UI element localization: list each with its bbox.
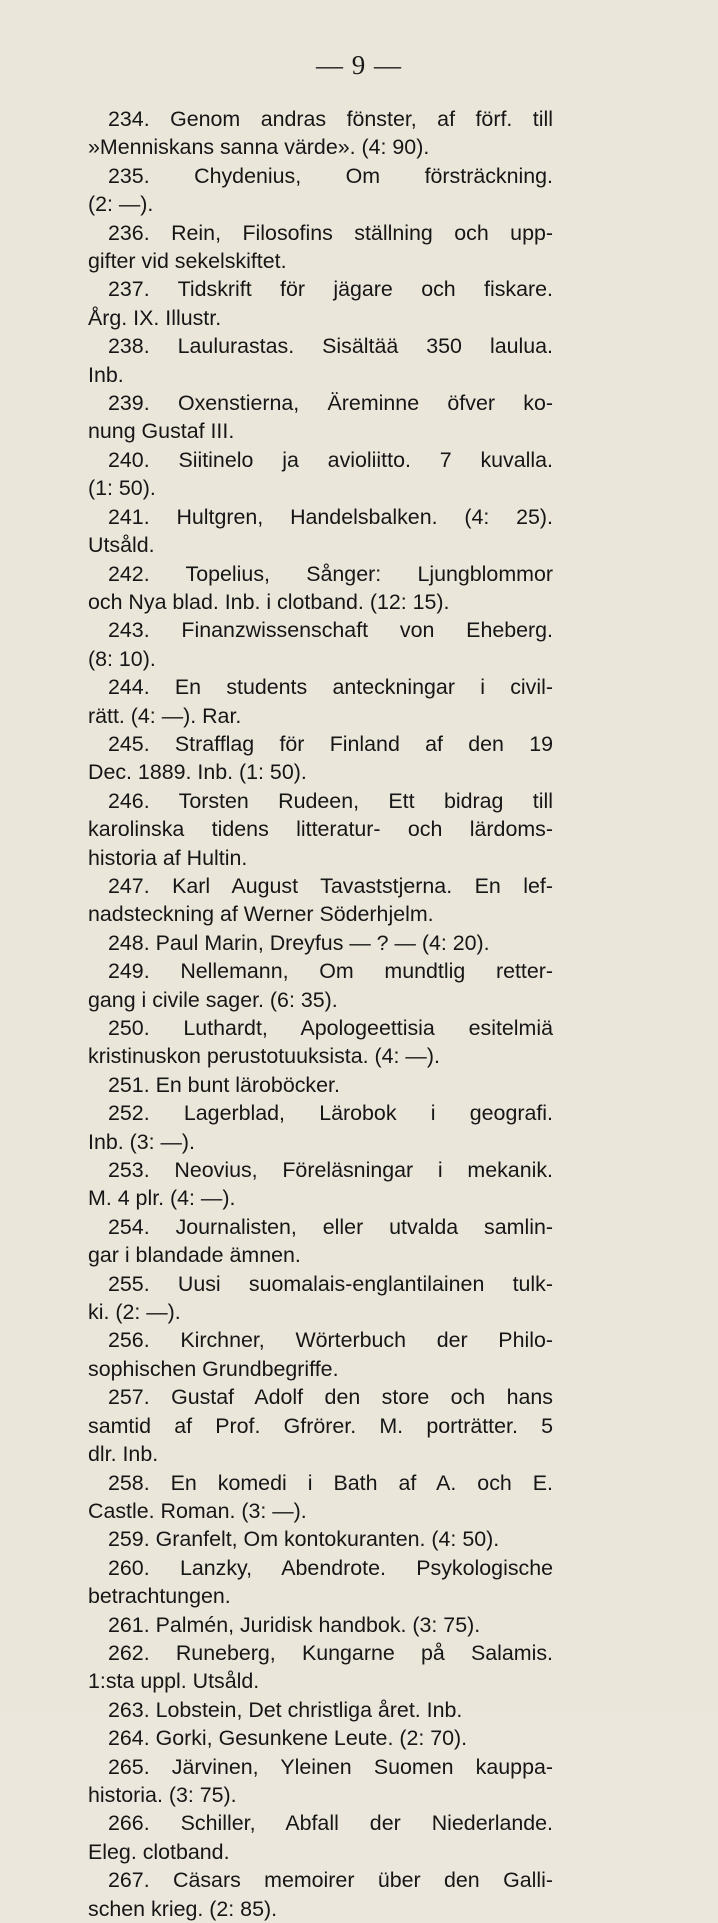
entry-line: 256. Kirchner, Wörterbuch der Philo- [108,1328,553,1353]
entry-line: samtid af Prof. Gfrörer. M. porträtter. 5 [88,1413,553,1438]
entry-line: Inb. [88,362,124,387]
entry-line: Castle. Roman. (3: —). [88,1498,307,1523]
catalog-entry [88,332,553,389]
entry-line: Inb. (3: —). [88,1129,195,1154]
catalog-entry [88,1753,553,1810]
entry-line: 266. Schiller, Abfall der Niederlande. [108,1811,553,1836]
entry-line: 246. Torsten Rudeen, Ett bidrag till [108,788,553,813]
entry-line: 264. Gorki, Gesunkene Leute. (2: 70). [108,1726,468,1751]
catalog-entry [88,957,553,1014]
entry-line: 235. Chydenius, Om försträckning. [108,163,553,188]
catalog-entry [88,1270,553,1327]
catalog-entry [88,389,553,446]
catalog-entry [88,787,553,872]
entry-line: schen krieg. (2: 85). [88,1896,278,1921]
entry-line: 245. Strafflag för Finland af den 19 [108,731,553,756]
catalog-entry [88,1724,553,1752]
entry-line: Dec. 1889. Inb. (1: 50). [88,760,307,785]
entry-line: historia. (3: 75). [88,1782,237,1807]
entry-line: 240. Siitinelo ja avioliitto. 7 kuvalla. [108,447,553,472]
entry-line: Eleg. clotband. [88,1839,230,1864]
entry-line: gang i civile sager. (6: 35). [88,987,338,1012]
catalog-entry [88,1639,553,1696]
entry-line: 263. Lobstein, Det christliga året. Inb. [108,1697,463,1722]
entry-line: karolinska tidens litteratur- och lärdoms- [88,817,553,842]
entry-line: 241. Hultgren, Handelsbalken. (4: 25). [108,504,553,529]
entry-line: gifter vid sekelskiftet. [88,249,287,274]
catalog-entry [88,1099,553,1156]
catalog-entry [88,105,553,162]
entry-line: Utsåld. [88,533,155,558]
entry-line: rätt. (4: —). Rar. [88,703,242,728]
entry-line: 267. Cäsars memoirer über den Galli- [108,1868,553,1893]
entry-line: 259. Granfelt, Om kontokuranten. (4: 50). [108,1527,500,1552]
entry-line: 254. Journalisten, eller utvalda samlin- [108,1214,553,1239]
catalog-entry [88,1383,553,1468]
catalog-entry [88,1156,553,1213]
catalog-entry [88,1696,553,1724]
entry-line: (2: —). [88,192,154,217]
catalog-entry [88,1014,553,1071]
catalog-entry [88,1469,553,1526]
catalog-entry [88,1326,553,1383]
entry-line: 238. Laulurastas. Sisältää 350 laulua. [108,334,553,359]
entry-line: »Menniskans sanna värde». (4: 90). [88,135,430,160]
entry-line: historia af Hultin. [88,845,248,870]
entry-line: Årg. IX. Illustr. [88,305,222,330]
entry-line: gar i blandade ämnen. [88,1243,301,1268]
entry-line: M. 4 plr. (4: —). [88,1186,236,1211]
entry-line: dlr. Inb. [88,1442,159,1467]
entry-line: och Nya blad. Inb. i clotband. (12: 15). [88,589,450,614]
entry-line: 236. Rein, Filosofins ställning och upp- [108,220,553,245]
entry-line: 258. En komedi i Bath af A. och E. [108,1470,553,1495]
entry-line: 237. Tidskrift för jägare och fiskare. [108,277,553,302]
entry-line: 244. En students anteckningar i civil- [108,675,553,700]
entry-line: 239. Oxenstierna, Äreminne öfver ko- [108,391,553,416]
entry-line: nung Gustaf III. [88,419,235,444]
catalog-entry [88,673,553,730]
catalog-entry [88,872,553,929]
catalog-entry [88,275,553,332]
catalog-entry [88,446,553,503]
entry-line: 243. Finanzwissenschaft von Eheberg. [108,618,553,643]
catalog-entry-list [88,105,553,1923]
entry-line: 250. Luthardt, Apologeettisia esitelmiä [108,1016,553,1040]
entry-line: 251. En bunt läroböcker. [108,1072,340,1097]
entry-line: 249. Nellemann, Om mundtlig retter- [108,959,553,984]
page-number: — 9 — [316,50,402,80]
catalog-entry [88,1525,553,1553]
catalog-entry [88,730,553,787]
entry-line: 261. Palmén, Juridisk handbok. (3: 75). [108,1612,481,1637]
entry-line: kristinuskon perustotuuksista. (4: —). [88,1044,440,1069]
entry-line: betrachtungen. [88,1584,231,1609]
entry-line: 265. Järvinen, Yleinen Suomen kauppa- [108,1754,553,1779]
catalog-entry [88,929,553,957]
catalog-entry [88,1071,553,1099]
entry-line: 257. Gustaf Adolf den store och hans [108,1385,553,1410]
entry-line: 234. Genom andras fönster, af förf. till [108,107,553,131]
catalog-entry [88,503,553,560]
entry-line: 248. Paul Marin, Dreyfus — ? — (4: 20). [108,930,490,955]
catalog-entry [88,162,553,219]
catalog-entry [88,1866,553,1923]
entry-line: 252. Lagerblad, Lärobok i geografi. [108,1101,553,1126]
entry-line: 260. Lanzky, Abendrote. Psykologische [108,1555,553,1580]
catalog-entry [88,560,553,617]
entry-line: 1:sta uppl. Utsåld. [88,1669,260,1694]
entry-line: sophischen Grundbegriffe. [88,1356,339,1381]
entry-line: (1: 50). [88,476,156,501]
catalog-entry [88,1213,553,1270]
entry-line: ki. (2: —). [88,1300,181,1325]
entry-line: (8: 10). [88,646,156,671]
entry-line: 262. Runeberg, Kungarne på Salamis. [108,1640,553,1665]
entry-line: 247. Karl August Tavaststjerna. En lef- [108,873,553,898]
catalog-entry [88,1554,553,1611]
entry-line: 242. Topelius, Sånger: Ljungblommor [108,561,553,586]
catalog-entry [88,1809,553,1866]
catalog-entry [88,616,553,673]
entry-line: 253. Neovius, Föreläsningar i mekanik. [108,1158,553,1183]
catalog-entry [88,1611,553,1639]
catalog-entry [88,219,553,276]
entry-line: 255. Uusi suomalais-englantilainen tulk- [108,1271,553,1296]
entry-line: nadsteckning af Werner Söderhjelm. [88,902,434,927]
